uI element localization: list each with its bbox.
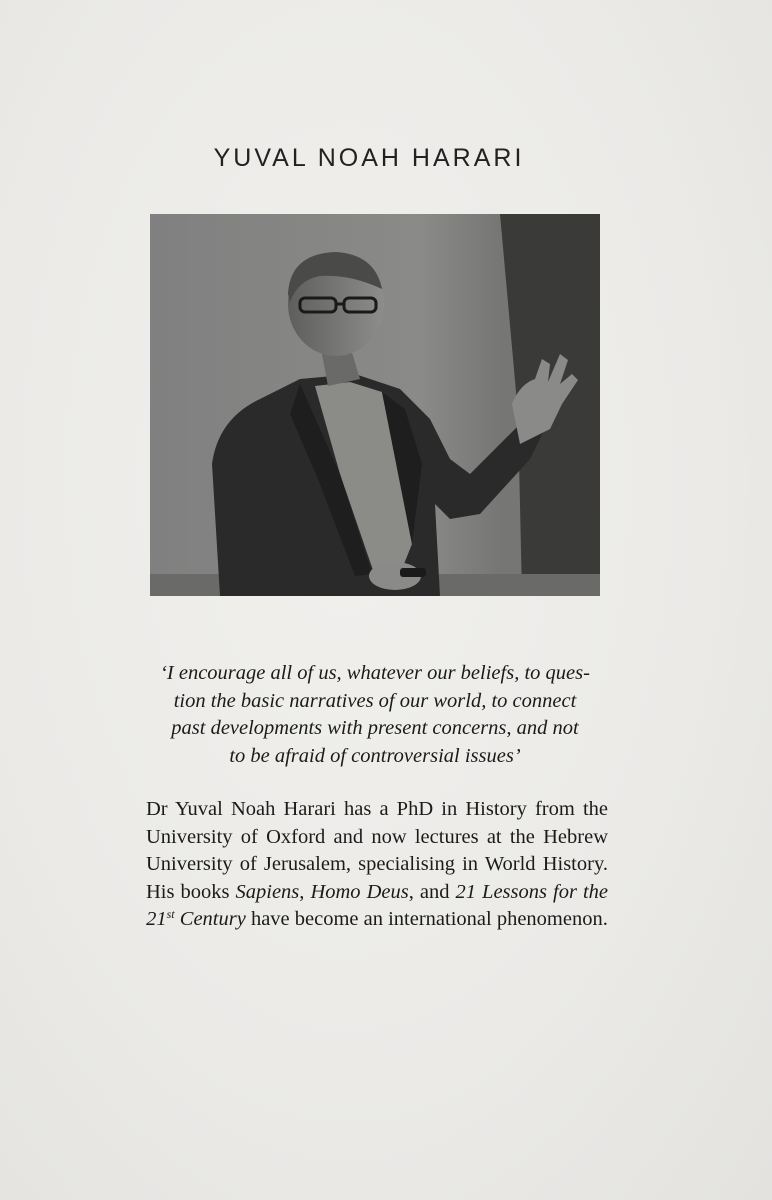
bio-outro: have become an international phenomenon. (245, 908, 608, 931)
quote-line: past developments with present concerns, and not (171, 717, 579, 739)
bio-separator: , and (408, 880, 456, 903)
book-title-sapiens: Sapiens (235, 880, 300, 903)
author-bio (146, 796, 608, 934)
author-photo (150, 214, 600, 596)
ordinal-suffix: st (166, 907, 175, 922)
book-title-part: Century (174, 908, 246, 931)
quote-line: to be afraid of controversial issues’ (229, 744, 521, 767)
quote-line: tion the basic narratives of our world, to connect (173, 689, 577, 712)
quote-line: ‘I encourage all of us, whatever our beliefs, to ques- (160, 662, 590, 684)
bio-intro: Dr Yuval Noah Harari has a PhD in History from the University of Oxford and now lectures at the Hebrew University of Jerusalem, specialising in World History. His books (146, 798, 608, 903)
book-title-homo-deus: Homo Deus (310, 880, 409, 903)
author-quote (140, 660, 610, 770)
book-title-part: 21 Lessons for the 21 (146, 880, 608, 931)
author-name: YUVAL NOAH HARARI (213, 144, 525, 172)
bio-separator: , (299, 880, 311, 903)
